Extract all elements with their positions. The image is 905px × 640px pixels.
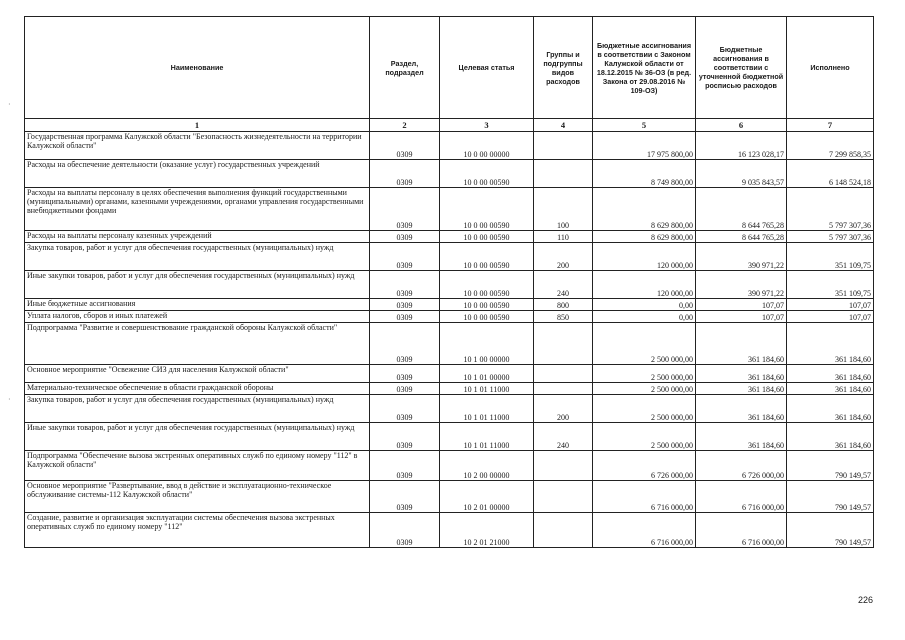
table-row [25, 243, 874, 271]
row-article: 10 2 01 00000 [440, 481, 534, 513]
row-executed: 5 797 307,36 [787, 188, 874, 231]
row-executed: 5 797 307,36 [787, 231, 874, 243]
budget-table [24, 16, 874, 548]
table-row [25, 132, 874, 160]
row-plan-allocation: 390 971,22 [696, 271, 787, 299]
row-article: 10 0 00 00590 [440, 243, 534, 271]
table-row [25, 481, 874, 513]
row-name: Иные закупки товаров, работ и услуг для обеспечения государственных (муниципальных) нужд [25, 271, 370, 299]
table-row [25, 383, 874, 395]
row-executed: 790 149,57 [787, 513, 874, 548]
column-numbers-row [25, 119, 874, 132]
header-plan-allocation: Бюджетные ассигнования в соответствии с уточненной бюджетной росписью расходов [696, 17, 787, 119]
column-number: 1 [25, 119, 370, 132]
row-executed: 361 184,60 [787, 383, 874, 395]
row-name: Основное мероприятие "Освежение СИЗ для населения Калужской области" [25, 365, 370, 383]
row-plan-allocation: 361 184,60 [696, 395, 787, 423]
row-name: Иные бюджетные ассигнования [25, 299, 370, 311]
row-executed: 351 109,75 [787, 271, 874, 299]
column-number: 7 [787, 119, 874, 132]
header-law-allocation: Бюджетные ассигнования в соответствии с Законом Калужской области от 18.12.2015 № 36-ОЗ (в ред. Закона от 29.08.2016 № 109-ОЗ) [593, 17, 696, 119]
row-article: 10 0 00 00590 [440, 271, 534, 299]
row-article: 10 1 01 11000 [440, 383, 534, 395]
row-section: 0309 [370, 231, 440, 243]
row-section: 0309 [370, 481, 440, 513]
row-name: Государственная программа Калужской области "Безопасность жизнедеятельности на территории Калужской области" [25, 132, 370, 160]
row-section: 0309 [370, 243, 440, 271]
row-executed: 790 149,57 [787, 481, 874, 513]
row-plan-allocation: 361 184,60 [696, 423, 787, 451]
row-law-allocation: 8 749 800,00 [593, 160, 696, 188]
row-plan-allocation: 6 716 000,00 [696, 513, 787, 548]
header-name: Наименование [25, 17, 370, 119]
row-executed: 790 149,57 [787, 451, 874, 481]
row-article: 10 2 01 21000 [440, 513, 534, 548]
row-section: 0309 [370, 160, 440, 188]
column-number: 2 [370, 119, 440, 132]
row-article: 10 0 00 00590 [440, 311, 534, 323]
page-number: 226 [858, 595, 874, 605]
row-section: 0309 [370, 323, 440, 365]
column-number: 5 [593, 119, 696, 132]
row-group [534, 481, 593, 513]
row-section: 0309 [370, 132, 440, 160]
margin-mark: · [8, 395, 11, 404]
row-law-allocation: 2 500 000,00 [593, 423, 696, 451]
header-article: Целевая статья [440, 17, 534, 119]
table-row [25, 311, 874, 323]
row-group [534, 132, 593, 160]
row-section: 0309 [370, 311, 440, 323]
row-article: 10 1 01 00000 [440, 365, 534, 383]
row-law-allocation: 2 500 000,00 [593, 365, 696, 383]
row-name: Уплата налогов, сборов и иных платежей [25, 311, 370, 323]
row-executed: 361 184,60 [787, 365, 874, 383]
row-group [534, 451, 593, 481]
table-header [25, 17, 874, 132]
row-law-allocation: 2 500 000,00 [593, 323, 696, 365]
row-group: 200 [534, 243, 593, 271]
row-executed: 107,07 [787, 311, 874, 323]
row-plan-allocation: 8 644 765,28 [696, 188, 787, 231]
row-law-allocation: 17 975 800,00 [593, 132, 696, 160]
row-law-allocation: 0,00 [593, 311, 696, 323]
row-name: Создание, развитие и организация эксплуатации системы обеспечения вызова экстренных оперативных служб по единому номеру "112" [25, 513, 370, 548]
header-executed: Исполнено [787, 17, 874, 119]
table-row [25, 423, 874, 451]
row-section: 0309 [370, 383, 440, 395]
table-row [25, 188, 874, 231]
row-group: 240 [534, 423, 593, 451]
row-plan-allocation: 390 971,22 [696, 243, 787, 271]
table-body [25, 132, 874, 548]
row-group: 850 [534, 311, 593, 323]
row-article: 10 1 01 11000 [440, 423, 534, 451]
table-row [25, 395, 874, 423]
table-row [25, 299, 874, 311]
table-row [25, 365, 874, 383]
row-group [534, 513, 593, 548]
row-law-allocation: 120 000,00 [593, 243, 696, 271]
row-executed: 107,07 [787, 299, 874, 311]
row-executed: 361 184,60 [787, 323, 874, 365]
row-name: Расходы на выплаты персоналу в целях обеспечения выполнения функций государственными (муниципальными) органами, казенными учреждениями, органами управления государственными внебюджетными фондами [25, 188, 370, 231]
column-number: 6 [696, 119, 787, 132]
row-plan-allocation: 361 184,60 [696, 323, 787, 365]
row-name: Подпрограмма "Обеспечение вызова экстренных оперативных служб по единому номеру "112" в Калужской области" [25, 451, 370, 481]
row-plan-allocation: 107,07 [696, 299, 787, 311]
row-executed: 6 148 524,18 [787, 160, 874, 188]
column-number: 4 [534, 119, 593, 132]
header-section: Раздел, подраздел [370, 17, 440, 119]
row-executed: 361 184,60 [787, 423, 874, 451]
header-group: Группы и подгруппы видов расходов [534, 17, 593, 119]
row-group: 100 [534, 188, 593, 231]
row-executed: 351 109,75 [787, 243, 874, 271]
row-group: 110 [534, 231, 593, 243]
row-article: 10 0 00 00590 [440, 299, 534, 311]
row-name: Материально-техническое обеспечение в области гражданской обороны [25, 383, 370, 395]
row-article: 10 0 00 00590 [440, 231, 534, 243]
row-section: 0309 [370, 423, 440, 451]
row-section: 0309 [370, 271, 440, 299]
row-group: 240 [534, 271, 593, 299]
row-law-allocation: 0,00 [593, 299, 696, 311]
row-section: 0309 [370, 365, 440, 383]
row-name: Основное мероприятие "Развертывание, ввод в действие и эксплуатационно-техническое обслуживание системы-112 Калужской области" [25, 481, 370, 513]
row-law-allocation: 2 500 000,00 [593, 395, 696, 423]
row-plan-allocation: 361 184,60 [696, 365, 787, 383]
row-plan-allocation: 107,07 [696, 311, 787, 323]
margin-mark: · [8, 100, 11, 109]
row-law-allocation: 2 500 000,00 [593, 383, 696, 395]
row-name: Закупка товаров, работ и услуг для обеспечения государственных (муниципальных) нужд [25, 395, 370, 423]
row-law-allocation: 8 629 800,00 [593, 188, 696, 231]
row-plan-allocation: 16 123 028,17 [696, 132, 787, 160]
row-executed: 361 184,60 [787, 395, 874, 423]
row-plan-allocation: 361 184,60 [696, 383, 787, 395]
column-number: 3 [440, 119, 534, 132]
row-section: 0309 [370, 513, 440, 548]
row-name: Подпрограмма "Развитие и совершенствование гражданской обороны Калужской области" [25, 323, 370, 365]
row-law-allocation: 6 716 000,00 [593, 481, 696, 513]
row-group: 800 [534, 299, 593, 311]
row-law-allocation: 120 000,00 [593, 271, 696, 299]
row-article: 10 1 00 00000 [440, 323, 534, 365]
row-plan-allocation: 6 716 000,00 [696, 481, 787, 513]
row-plan-allocation: 6 726 000,00 [696, 451, 787, 481]
row-law-allocation: 8 629 800,00 [593, 231, 696, 243]
row-group [534, 365, 593, 383]
row-section: 0309 [370, 188, 440, 231]
row-law-allocation: 6 716 000,00 [593, 513, 696, 548]
row-name: Расходы на выплаты персоналу казенных учреждений [25, 231, 370, 243]
table-row [25, 451, 874, 481]
row-article: 10 0 00 00590 [440, 160, 534, 188]
row-plan-allocation: 9 035 843,57 [696, 160, 787, 188]
table-row [25, 231, 874, 243]
table-row [25, 513, 874, 548]
row-group [534, 383, 593, 395]
row-group [534, 323, 593, 365]
row-group: 200 [534, 395, 593, 423]
row-article: 10 0 00 00590 [440, 188, 534, 231]
row-name: Иные закупки товаров, работ и услуг для обеспечения государственных (муниципальных) нужд [25, 423, 370, 451]
row-article: 10 1 01 11000 [440, 395, 534, 423]
row-group [534, 160, 593, 188]
row-section: 0309 [370, 451, 440, 481]
row-section: 0309 [370, 299, 440, 311]
table-row [25, 323, 874, 365]
row-section: 0309 [370, 395, 440, 423]
table-row [25, 160, 874, 188]
budget-sheet [24, 16, 873, 548]
table-row [25, 271, 874, 299]
row-name: Расходы на обеспечение деятельности (оказание услуг) государственных учреждений [25, 160, 370, 188]
row-article: 10 0 00 00000 [440, 132, 534, 160]
row-plan-allocation: 8 644 765,28 [696, 231, 787, 243]
row-law-allocation: 6 726 000,00 [593, 451, 696, 481]
row-article: 10 2 00 00000 [440, 451, 534, 481]
row-executed: 7 299 858,35 [787, 132, 874, 160]
row-name: Закупка товаров, работ и услуг для обеспечения государственных (муниципальных) нужд [25, 243, 370, 271]
